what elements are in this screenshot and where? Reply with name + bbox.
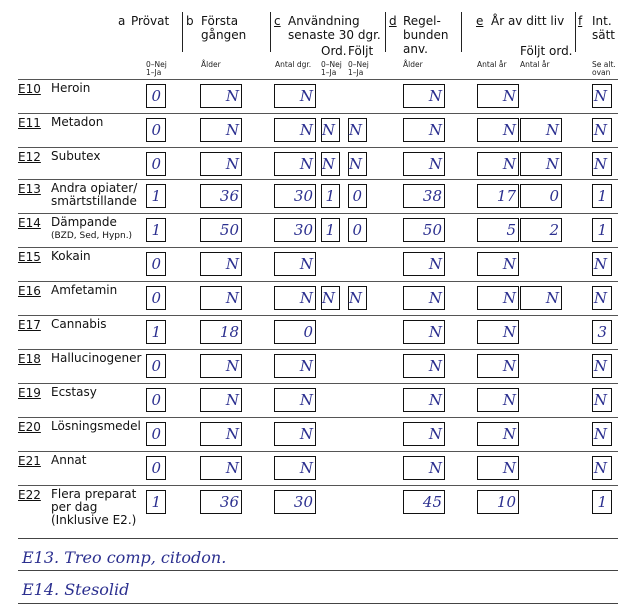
handwritten-value: N	[348, 155, 362, 173]
handwritten-value: N	[593, 391, 607, 409]
handwritten-value: N	[299, 289, 313, 307]
handwritten-value: N	[225, 357, 239, 375]
handwritten-value: N	[593, 289, 607, 307]
provat-box[interactable]	[146, 84, 166, 108]
note-divider	[18, 570, 618, 571]
provat-box[interactable]	[146, 218, 166, 242]
col-a-title: Prövat	[131, 14, 170, 28]
handwritten-value: N	[299, 255, 313, 273]
int-satt-box[interactable]	[592, 218, 612, 242]
col-b-sub: Ålder	[201, 60, 221, 69]
forsta-box[interactable]	[200, 490, 242, 514]
handwritten-value: N	[502, 289, 516, 307]
handwritten-value: N	[593, 255, 607, 273]
regelbunden-box[interactable]	[403, 354, 445, 378]
antal-ar-box[interactable]	[477, 184, 519, 208]
antal-dgr-box[interactable]	[274, 490, 316, 514]
forsta-box[interactable]	[200, 84, 242, 108]
antal-dgr-box[interactable]	[274, 388, 316, 412]
handwritten-value: N	[502, 425, 516, 443]
regelbunden-box[interactable]	[403, 118, 445, 142]
col-e-foljt: Följt ord.	[520, 44, 573, 58]
handwritten-value: 30	[293, 493, 313, 511]
col-c-letter: c	[274, 14, 281, 28]
handwritten-value: 5	[506, 221, 516, 239]
foljt-box[interactable]	[348, 184, 367, 208]
handwritten-value: N	[225, 255, 239, 273]
row-name: Andra opiater/ smärtstillande	[51, 181, 138, 208]
regelbunden-box[interactable]	[403, 388, 445, 412]
row-divider	[18, 147, 618, 148]
handwritten-value: N	[593, 155, 607, 173]
forsta-box[interactable]	[200, 184, 242, 208]
row-name: Ecstasy	[51, 385, 97, 399]
antal-ar-box[interactable]	[477, 84, 519, 108]
row-name: Metadon	[51, 115, 104, 129]
antal-dgr-box[interactable]	[274, 354, 316, 378]
handwritten-value: N	[593, 87, 607, 105]
row-code: E18	[18, 352, 41, 366]
regelbunden-box[interactable]	[403, 184, 445, 208]
col-c-foljt: Följt	[348, 44, 374, 58]
handwritten-value: 1	[151, 493, 161, 511]
handwritten-value: N	[502, 323, 516, 341]
antal-ar-box[interactable]	[477, 388, 519, 412]
handwritten-value: N	[225, 87, 239, 105]
handwritten-value: 50	[219, 221, 239, 239]
handwritten-value: N	[502, 357, 516, 375]
antal-dgr-box[interactable]	[274, 84, 316, 108]
handwritten-value: N	[299, 425, 313, 443]
antal-ar-box[interactable]	[477, 118, 519, 142]
forsta-box[interactable]	[200, 320, 242, 344]
handwritten-value: N	[225, 425, 239, 443]
row-name: Amfetamin	[51, 283, 118, 297]
antal-ar-box[interactable]	[477, 218, 519, 242]
handwritten-value: N	[299, 459, 313, 477]
regelbunden-box[interactable]	[403, 84, 445, 108]
row-name: Annat	[51, 453, 87, 467]
int-satt-box[interactable]	[592, 320, 612, 344]
provat-box[interactable]	[146, 184, 166, 208]
handwritten-value: 0	[151, 155, 161, 173]
int-satt-box[interactable]	[592, 184, 612, 208]
handwritten-value: N	[502, 155, 516, 173]
col-e-sub1: Antal år	[477, 60, 507, 69]
handwritten-value: N	[321, 121, 335, 139]
handwritten-value: N	[299, 391, 313, 409]
provat-box[interactable]	[146, 354, 166, 378]
row-divider	[18, 213, 618, 214]
regelbunden-box[interactable]	[403, 422, 445, 446]
handwritten-value: 3	[597, 323, 607, 341]
col-c-ord: Ord.	[321, 44, 347, 58]
row-name: Flera preparat per dag (Inklusive E2.)	[51, 487, 137, 527]
handwritten-note[interactable]: E13. Treo comp, citodon.	[22, 548, 227, 567]
handwritten-value: 2	[549, 221, 559, 239]
int-satt-box[interactable]	[592, 252, 612, 276]
handwritten-value: 0	[151, 289, 161, 307]
handwritten-value: N	[321, 155, 335, 173]
ord-box[interactable]	[321, 152, 340, 176]
handwritten-value: 0	[151, 357, 161, 375]
row-code: E12	[18, 150, 41, 164]
provat-box[interactable]	[146, 422, 166, 446]
handwritten-value: N	[428, 121, 442, 139]
handwritten-value: 1	[151, 323, 161, 341]
note-divider	[18, 603, 618, 604]
handwritten-value: 0	[151, 121, 161, 139]
handwritten-value: N	[348, 121, 362, 139]
handwritten-value: N	[428, 87, 442, 105]
col-c-sub1: Antal dgr.	[275, 60, 312, 69]
col-f-title: Int. sätt	[592, 14, 616, 42]
forsta-box[interactable]	[200, 456, 242, 480]
handwritten-value: 0	[151, 425, 161, 443]
ord-box[interactable]	[321, 118, 340, 142]
col-divider	[182, 12, 183, 52]
provat-box[interactable]	[146, 456, 166, 480]
row-code: E17	[18, 318, 41, 332]
provat-box[interactable]	[146, 388, 166, 412]
row-name: Cannabis	[51, 317, 107, 331]
row-code: E10	[18, 82, 41, 96]
handwritten-value: N	[428, 357, 442, 375]
handwritten-value: 0	[151, 87, 161, 105]
regelbunden-box[interactable]	[403, 320, 445, 344]
antal-dgr-box[interactable]	[274, 184, 316, 208]
regelbunden-box[interactable]	[403, 252, 445, 276]
foljt-box[interactable]	[348, 218, 367, 242]
handwritten-value: 1	[597, 221, 607, 239]
row-name: Heroin	[51, 81, 91, 95]
handwritten-value: 36	[219, 493, 239, 511]
handwritten-value: 18	[219, 323, 239, 341]
forsta-box[interactable]	[200, 218, 242, 242]
col-divider	[461, 12, 462, 52]
handwritten-value: 1	[151, 221, 161, 239]
handwritten-value: N	[593, 121, 607, 139]
col-e-letter: e	[476, 14, 484, 28]
handwritten-value: 1	[325, 187, 335, 205]
row-divider	[18, 349, 618, 350]
forsta-box[interactable]	[200, 422, 242, 446]
handwritten-value: N	[502, 87, 516, 105]
foljt-ord-box[interactable]	[520, 118, 562, 142]
handwritten-value: N	[502, 391, 516, 409]
row-divider	[18, 79, 618, 80]
row-name: Subutex	[51, 149, 101, 163]
handwritten-value: 17	[496, 187, 516, 205]
col-divider	[270, 12, 271, 52]
foljt-box[interactable]	[348, 118, 367, 142]
row-name: Dämpande	[51, 215, 117, 229]
provat-box[interactable]	[146, 252, 166, 276]
forsta-box[interactable]	[200, 252, 242, 276]
col-f-letter: f	[578, 14, 583, 28]
handwritten-value: N	[502, 255, 516, 273]
handwritten-note[interactable]: E14. Stesolid	[22, 580, 130, 599]
row-name: Kokain	[51, 249, 91, 263]
foljt-ord-box[interactable]	[520, 184, 562, 208]
int-satt-box[interactable]	[592, 152, 612, 176]
antal-ar-box[interactable]	[477, 422, 519, 446]
row-divider	[18, 281, 618, 282]
row-code: E13	[18, 182, 41, 196]
handwritten-value: 1	[151, 187, 161, 205]
row-divider	[18, 485, 618, 486]
forsta-box[interactable]	[200, 118, 242, 142]
provat-box[interactable]	[146, 152, 166, 176]
handwritten-value: 1	[597, 187, 607, 205]
handwritten-value: N	[545, 155, 559, 173]
row-divider	[18, 315, 618, 316]
regelbunden-box[interactable]	[403, 286, 445, 310]
handwritten-value: N	[225, 121, 239, 139]
handwritten-value: N	[502, 121, 516, 139]
foljt-ord-box[interactable]	[520, 152, 562, 176]
row-code: E19	[18, 386, 41, 400]
ord-box[interactable]	[321, 286, 340, 310]
handwritten-value: 30	[293, 187, 313, 205]
col-c-sub2: 0–Nej 1–Ja	[321, 60, 342, 77]
row-code: E11	[18, 116, 41, 130]
handwritten-value: 1	[325, 221, 335, 239]
row-code: E20	[18, 420, 41, 434]
row-name: Hallucinogener	[51, 351, 142, 365]
antal-ar-box[interactable]	[477, 490, 519, 514]
forsta-box[interactable]	[200, 286, 242, 310]
antal-ar-box[interactable]	[477, 152, 519, 176]
handwritten-value: 0	[549, 187, 559, 205]
handwritten-value: N	[428, 155, 442, 173]
handwritten-value: N	[225, 155, 239, 173]
handwritten-value: N	[545, 121, 559, 139]
forsta-box[interactable]	[200, 152, 242, 176]
handwritten-value: N	[428, 255, 442, 273]
handwritten-value: N	[348, 289, 362, 307]
antal-dgr-box[interactable]	[274, 456, 316, 480]
antal-ar-box[interactable]	[477, 286, 519, 310]
int-satt-box[interactable]	[592, 354, 612, 378]
handwritten-value: 36	[219, 187, 239, 205]
handwritten-value: N	[299, 87, 313, 105]
handwritten-value: N	[428, 391, 442, 409]
handwritten-value: 0	[352, 221, 362, 239]
int-satt-box[interactable]	[592, 118, 612, 142]
row-code: E21	[18, 454, 41, 468]
handwritten-value: N	[225, 391, 239, 409]
row-code: E22	[18, 488, 41, 502]
ord-box[interactable]	[321, 184, 340, 208]
handwritten-value: N	[593, 459, 607, 477]
int-satt-box[interactable]	[592, 84, 612, 108]
antal-ar-box[interactable]	[477, 252, 519, 276]
col-d-letter: d	[389, 14, 397, 28]
handwritten-value: 0	[151, 391, 161, 409]
handwritten-value: N	[593, 357, 607, 375]
row-code: E14	[18, 216, 41, 230]
antal-ar-box[interactable]	[477, 354, 519, 378]
note-divider	[18, 538, 618, 539]
provat-box[interactable]	[146, 490, 166, 514]
row-divider	[18, 247, 618, 248]
antal-ar-box[interactable]	[477, 456, 519, 480]
handwritten-value: N	[225, 459, 239, 477]
antal-dgr-box[interactable]	[274, 252, 316, 276]
handwritten-value: 0	[352, 187, 362, 205]
provat-box[interactable]	[146, 320, 166, 344]
antal-dgr-box[interactable]	[274, 118, 316, 142]
col-divider	[575, 12, 576, 52]
handwritten-value: N	[321, 289, 335, 307]
col-d-title: Regel- bunden anv.	[403, 14, 449, 56]
foljt-box[interactable]	[348, 286, 367, 310]
handwritten-value: 45	[422, 493, 442, 511]
handwritten-value: N	[545, 289, 559, 307]
forsta-box[interactable]	[200, 354, 242, 378]
foljt-box[interactable]	[348, 152, 367, 176]
handwritten-value: 0	[151, 459, 161, 477]
handwritten-value: N	[225, 289, 239, 307]
int-satt-box[interactable]	[592, 286, 612, 310]
handwritten-value: 50	[422, 221, 442, 239]
row-name-detail: (BZD, Sed, Hypn.)	[51, 231, 133, 241]
col-a-sub: 0–Nej 1–Ja	[146, 60, 167, 77]
handwritten-value: 10	[496, 493, 516, 511]
antal-dgr-box[interactable]	[274, 286, 316, 310]
forsta-box[interactable]	[200, 388, 242, 412]
regelbunden-box[interactable]	[403, 490, 445, 514]
antal-dgr-box[interactable]	[274, 422, 316, 446]
col-e-title: År av ditt liv	[491, 14, 565, 28]
foljt-ord-box[interactable]	[520, 218, 562, 242]
antal-ar-box[interactable]	[477, 320, 519, 344]
antal-dgr-box[interactable]	[274, 320, 316, 344]
handwritten-value: 0	[303, 323, 313, 341]
handwritten-value: N	[299, 121, 313, 139]
int-satt-box[interactable]	[592, 490, 612, 514]
ord-box[interactable]	[321, 218, 340, 242]
handwritten-value: 0	[151, 255, 161, 273]
handwritten-value: N	[502, 459, 516, 477]
col-b-title: Första gången	[201, 14, 247, 42]
handwritten-value: N	[428, 323, 442, 341]
col-b-letter: b	[186, 14, 194, 28]
regelbunden-box[interactable]	[403, 218, 445, 242]
int-satt-box[interactable]	[592, 456, 612, 480]
regelbunden-box[interactable]	[403, 152, 445, 176]
col-d-sub: Ålder	[403, 60, 423, 69]
handwritten-value: N	[428, 459, 442, 477]
handwritten-value: N	[593, 425, 607, 443]
handwritten-value: N	[428, 289, 442, 307]
handwritten-value: N	[299, 155, 313, 173]
col-a-letter: a	[118, 14, 126, 28]
int-satt-box[interactable]	[592, 422, 612, 446]
col-c-title: Användning senaste 30 dgr.	[288, 14, 381, 42]
row-divider	[18, 383, 618, 384]
col-divider	[385, 12, 386, 52]
row-divider	[18, 113, 618, 114]
handwritten-value: 1	[597, 493, 607, 511]
row-divider	[18, 417, 618, 418]
row-code: E16	[18, 284, 41, 298]
provat-box[interactable]	[146, 118, 166, 142]
int-satt-box[interactable]	[592, 388, 612, 412]
handwritten-value: N	[428, 425, 442, 443]
provat-box[interactable]	[146, 286, 166, 310]
col-c-sub3: 0–Nej 1–Ja	[348, 60, 369, 77]
regelbunden-box[interactable]	[403, 456, 445, 480]
handwritten-value: N	[299, 357, 313, 375]
antal-dgr-box[interactable]	[274, 218, 316, 242]
handwritten-value: 30	[293, 221, 313, 239]
row-divider	[18, 451, 618, 452]
row-divider	[18, 179, 618, 180]
handwritten-value: 38	[422, 187, 442, 205]
antal-dgr-box[interactable]	[274, 152, 316, 176]
foljt-ord-box[interactable]	[520, 286, 562, 310]
row-code: E15	[18, 250, 41, 264]
col-e-sub2: Antal år	[520, 60, 550, 69]
col-f-sub: Se alt. ovan	[592, 60, 616, 77]
row-name: Lösningsmedel	[51, 419, 141, 433]
